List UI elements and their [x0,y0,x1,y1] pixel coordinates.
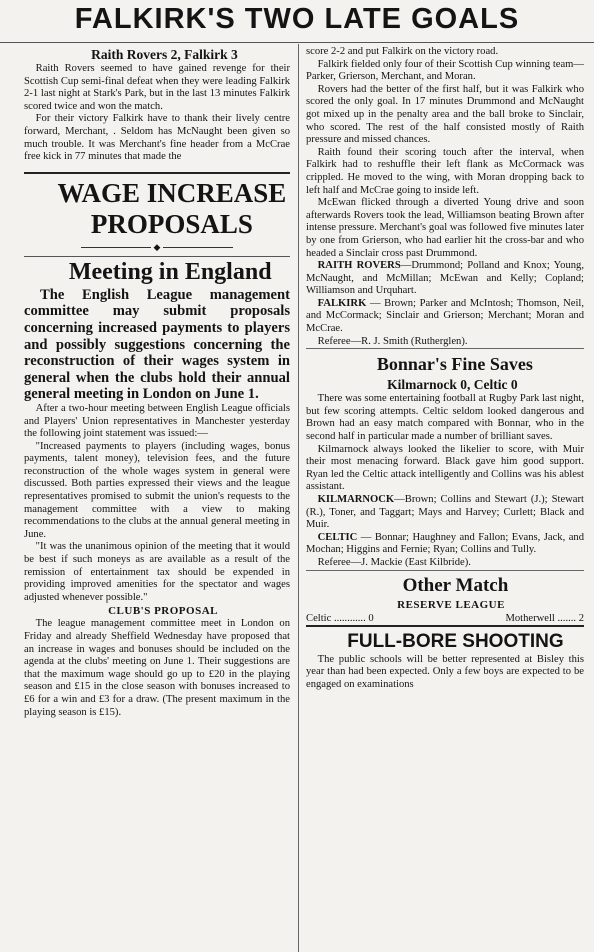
wage-lead-paragraph: The English League management committee may submit proposals concerning increased payments to players and possibly suggestions concerning the reconstruction of their wages system in general when the clubs hold their annual general meeting in London on June 1. [24,286,290,403]
wage-paragraph: After a two-hour meeting between English League officials and Players' Union representatives in Manchester yesterday the following joint statement was issued:— [24,402,290,440]
home-score: Celtic ............ 0 [306,612,374,624]
wage-paragraph: "It was the unanimous opinion of the meeting that it would be best if such moneys as are available as a result of the remission of entertainment tax should be expended in providing improved amenities for the spectator and wages adjusted whenever possible." [24,541,290,603]
bonnar-paragraph: There was some entertaining football at Rugby Park last night, but few scoring attempts. Celtic seldom looked dangerous and Brown had an easy match compared with Bonnar, who in the second half in particular made a number of brilliant saves. [306,393,584,443]
team-name: RAITH ROVERS [317,260,401,272]
other-match-headline: Other Match [306,570,584,598]
bonnar-paragraph: Kilmarnock always looked the likelier to score, with Muir their most menacing forward. Black gave him good support. Ryan led the Celtic attack intelligently and Collins was his ablest assistant. [306,443,584,493]
bonnar-headline: Bonnar's Fine Saves [306,348,584,376]
falkirk-subhead: Raith Rovers 2, Falkirk 3 [91,47,238,62]
bonnar-subhead: Kilmarnock 0, Celtic 0 [387,377,518,393]
falkirk-referee: Referee—R. J. Smith (Rutherglen). [317,335,468,347]
right-column [306,46,584,952]
bonnar-lineup-celtic [306,532,584,557]
reserve-league-label: RESERVE LEAGUE [397,598,505,611]
bonnar-lineup-kilmarnock [306,494,584,532]
wage-headline-line-1: WAGE INCREASE [57,177,287,208]
column-rule [298,44,299,952]
away-score: Motherwell ....... 2 [505,612,584,624]
falkirk-paragraph: McEwan flicked through a diverted Young drive and soon afterwards Rovers took the lead, Williamson beating Brown after intense pressure. Merchant's goal was followed five minutes later by one from Grierson, who had earlier hit the cross-bar and who headed a Sinclair cross past Drummond. [306,197,584,259]
reserve-score-row [306,612,584,625]
wage-paragraph: "Increased payments to players (including wages, bonus payments, talent money), television fees, and the future reconstruction of the whole wages system in general were discussed. Both parties expressed their views and the league representatives promised to submit the union's requests to the management committee with a view to making recommendations to the clubs at the annual general meeting in June. [24,440,290,540]
falkirk-paragraph: Rovers had the better of the first half, but it was Falkirk who scored the only goal. In 17 minutes Drummond and McNaught got mixed up in the penalty area and the ball broke to Sinclair, who scored. The rest of the half consisted mostly of Raith pressure and missed chances. [306,83,584,146]
main-headline: FALKIRK'S TWO LATE GOALS [74,3,520,35]
fullbore-headline: FULL-BORE SHOOTING [306,625,584,654]
wage-headline-line-2: PROPOSALS [90,208,253,239]
falkirk-paragraph: Raith found their scoring touch after the interval, when Falkirk had to reshuffle their left flank as McCormack was crippled. He moved to the wing, with Moran dropping back to left half and McCrae going to inside left. [306,146,584,196]
lineup-players: — Brown; Parker and McIntosh; Thomson, Neil, and McCormack; Sinclair and Grierson; Merchant; Moran and McCrae. [306,297,584,335]
falkirk-paragraph: Falkirk fielded only four of their Scottish Cup winning team—Parker, Grierson, Merchant, and Moran. [306,58,584,83]
lineup-players: —Brown; Collins and Stewart (J.); Stewart (R.), Toner, and Taggart; Mays and Harvey; Curlett; Black and Muir. [306,494,584,531]
wage-headline-box [24,172,290,257]
falkirk-paragraph: Raith Rovers seemed to have gained revenge for their Scottish Cup semi-final defeat when they were leading Falkirk 2-1 last night at Stark's Park, but in the last 13 minutes Falkirk scored twice and won the match. [24,63,290,112]
team-name: CELTIC [317,531,358,543]
fullbore-paragraph: The public schools will be better represented at Bisley this year than had been expected. Only a few boys are expected to be engaged on examinations [306,653,584,690]
headline-rule [0,42,594,43]
club-proposal-paragraph: The league management committee meet in London on Friday and already Sheffield Wednesday have proposed that an increase in wages and bonuses should be included on the agenda at the clubs' meeting on June 1. Their suggestions are that the maximum wage should go up to £20 in the playing season and £15 in the close season with bonuses increased to £6 for a win and £3 for a draw. (The present maximum in the playing season is £15). [24,618,290,718]
left-column [24,46,290,952]
team-name: FALKIRK [317,297,367,309]
lineup-players: —Drummond; Polland and Knox; Young, McNaught, and McMillan; McEwan and Kelly; Copland; Williamson and Urquhart. [306,260,584,297]
team-name: KILMARNOCK [317,494,395,505]
wage-subhead: Meeting in England [68,258,272,285]
falkirk-paragraph: For their victory Falkirk have to thank their lively centre forward, Merchant, . Seldom has McNaught been given so much trouble. It was Merchant's fine header from a McCrae free kick in 77 minutes that made the [24,113,290,163]
falkirk-lineup-falkirk [306,298,584,336]
club-proposal-subhead: CLUB'S PROPOSAL [108,605,218,618]
diamond-rule: ◆ [24,241,290,253]
falkirk-paragraph: score 2-2 and put Falkirk on the victory road. [306,46,499,57]
lineup-players: — Bonnar; Haughney and Fallon; Evans, Jack, and Mochan; Higgins and Fernie; Ryan; Collins and Tully. [306,531,584,556]
falkirk-lineup-raith [306,260,584,298]
bonnar-referee: Referee—J. Mackie (East Kilbride). [317,556,471,568]
